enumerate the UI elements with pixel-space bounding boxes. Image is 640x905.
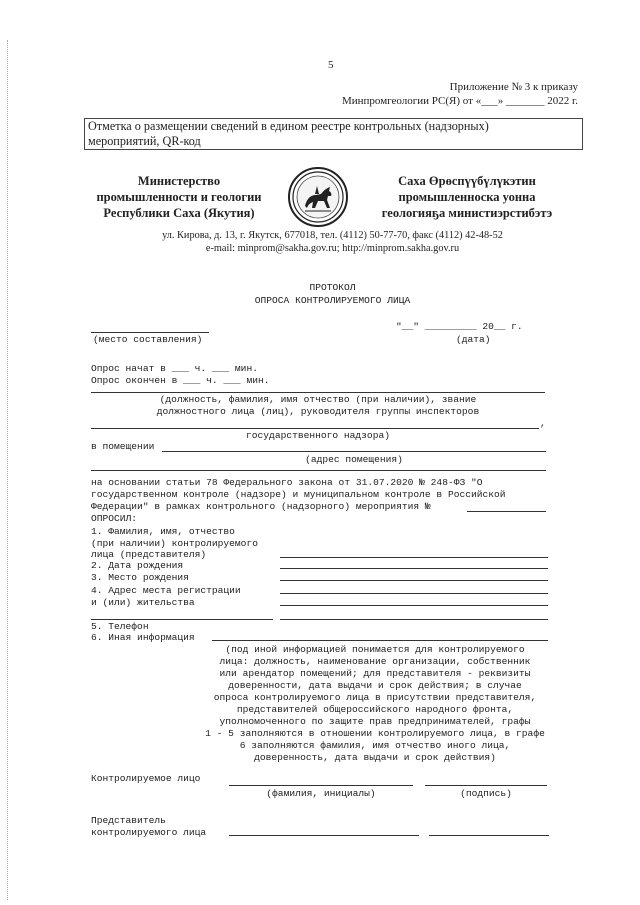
- place-blank-line: [91, 332, 209, 333]
- representative-sign-line: [429, 835, 549, 836]
- item2-value-line: [280, 568, 548, 569]
- item5-label: 5. Телефон: [91, 621, 149, 632]
- representative-name-line: [229, 835, 419, 836]
- appendix-line-2: Минпромгеологии РС(Я) от «___» _______ 2022 г.: [341, 95, 578, 107]
- official-caption-1: (должность, фамилия, имя отчество (при наличии), звание: [159, 394, 477, 405]
- ministry-name-ru-line-2: промышленности и геологии: [96, 190, 262, 204]
- protocol-subtitle: ОПРОСА КОНТРОЛИРУЕМОГО ЛИЦА: [254, 295, 411, 306]
- basis-line-2: государственном контроле (надзоре) и муниципальном контроле в Российской: [91, 489, 506, 500]
- note-line-2: лица: должность, наименование организации, собственник: [219, 656, 531, 667]
- premises-blank-line: [162, 451, 546, 452]
- interview-end-time: Опрос окончен в ___ ч. ___ мин.: [91, 375, 270, 386]
- qr-note-line-1: Отметка о размещении сведений в едином реестре контрольных (надзорных): [88, 119, 489, 133]
- note-line-5: опроса контролируемого лица в присутствии представителя,: [213, 692, 537, 703]
- date-field: "__" _________ 20__ г.: [396, 321, 523, 332]
- item4-value-line-1: [280, 593, 548, 594]
- qr-note-line-2: мероприятий, QR-код: [88, 134, 201, 148]
- controlled-sign-line: [425, 785, 547, 786]
- date-caption: (дата): [456, 334, 491, 345]
- item4-line-1: 4. Адрес места регистрации: [91, 585, 241, 596]
- basis-line-1: на основании статьи 78 Федерального закона от 31.07.2020 № 248-ФЗ "О: [91, 477, 483, 488]
- note-line-8: 1 - 5 заполняются в отношении контролируемого лица, в графе: [205, 728, 545, 739]
- item6-label: 6. Иная информация: [91, 632, 195, 643]
- item2-label: 2. Дата рождения: [91, 560, 184, 571]
- official-caption-2: должностного лица (лиц), руководителя группы инспекторов: [156, 406, 480, 417]
- ministry-name-ru-line-3: Республики Саха (Якутия): [103, 206, 255, 220]
- official-caption-3: государственного надзора): [246, 430, 390, 441]
- ministry-name-sah-line-3: геологияҕа министиэрстибэтэ: [381, 206, 553, 220]
- premises-blank-line-2: [91, 470, 546, 471]
- ministry-contacts: e-mail: minprom@sakha.gov.ru; http://minprom.sakha.gov.ru: [205, 243, 460, 254]
- premises-caption: (адрес помещения): [305, 454, 403, 465]
- page-number: 5: [328, 59, 334, 71]
- item1-line-1: 1. Фамилия, имя, отчество: [91, 526, 235, 537]
- event-number-line: [467, 511, 546, 512]
- note-line-9: 6 заполняются фамилия, имя отчество иного лица,: [239, 740, 511, 751]
- item5-separator: [91, 619, 273, 620]
- item1-line-3: лица (представителя): [91, 549, 207, 560]
- controlled-person-label: Контролируемое лицо: [91, 773, 201, 784]
- name-caption: (фамилия, инициалы): [266, 788, 376, 799]
- item3-value-line: [280, 580, 548, 581]
- note-line-3: или арендатор помещений; для представителя - реквизиты: [219, 668, 531, 679]
- ministry-name-ru-line-1: Министерство: [137, 174, 221, 188]
- place-caption: (место составления): [93, 334, 203, 345]
- note-line-7: уполномоченного по защите прав предпринимателей, графы: [219, 716, 531, 727]
- representative-label-line-1: Представитель: [91, 815, 166, 826]
- item4-line-2: и (или) жительства: [91, 597, 195, 608]
- item5-value-line: [280, 619, 548, 620]
- sign-caption: (подпись): [460, 788, 512, 799]
- ministry-name-sah-line-2: промышленноска уонна: [398, 190, 536, 204]
- item6-value-line: [212, 640, 548, 641]
- controlled-name-line: [229, 785, 413, 786]
- official-blank-line-2: [91, 428, 539, 429]
- basis-line-3: Федерации" в рамках контрольного (надзорного) мероприятия №: [91, 501, 431, 512]
- note-line-10: доверенность, дата выдачи и срок действия): [254, 752, 496, 763]
- ministry-address: ул. Кирова, д. 13, г. Якутск, 677018, тел. (4112) 50-77-70, факс (4112) 42-48-52: [162, 230, 503, 241]
- page-gutter: [7, 40, 8, 900]
- protocol-title: ПРОТОКОЛ: [309, 282, 356, 293]
- item1-value-line: [280, 557, 548, 558]
- item3-label: 3. Место рождения: [91, 572, 189, 583]
- item1-line-2: (при наличии) контролируемого: [91, 538, 258, 549]
- basis-line-4: ОПРОСИЛ:: [91, 513, 138, 524]
- note-line-6: представителей общероссийского народного фронта,: [236, 704, 514, 715]
- note-line-4: доверенности, дата выдачи и срок действия; в случае: [228, 680, 522, 691]
- official-comma: ,: [540, 418, 546, 429]
- ministry-name-sah-line-1: Саха Өрөспүүбүлүкэтин: [398, 174, 536, 188]
- item4-value-line-2: [280, 605, 548, 606]
- premises-label: в помещении: [91, 441, 155, 452]
- coat-of-arms-emblem: [287, 166, 349, 228]
- note-line-1: (под иной информацией понимается для контролируемого: [225, 644, 525, 655]
- appendix-line-1: Приложение № 3 к приказу: [449, 81, 578, 93]
- official-blank-line-1: [91, 392, 545, 393]
- interview-start-time: Опрос начат в ___ ч. ___ мин.: [91, 363, 258, 374]
- representative-label-line-2: контролируемого лица: [91, 827, 207, 838]
